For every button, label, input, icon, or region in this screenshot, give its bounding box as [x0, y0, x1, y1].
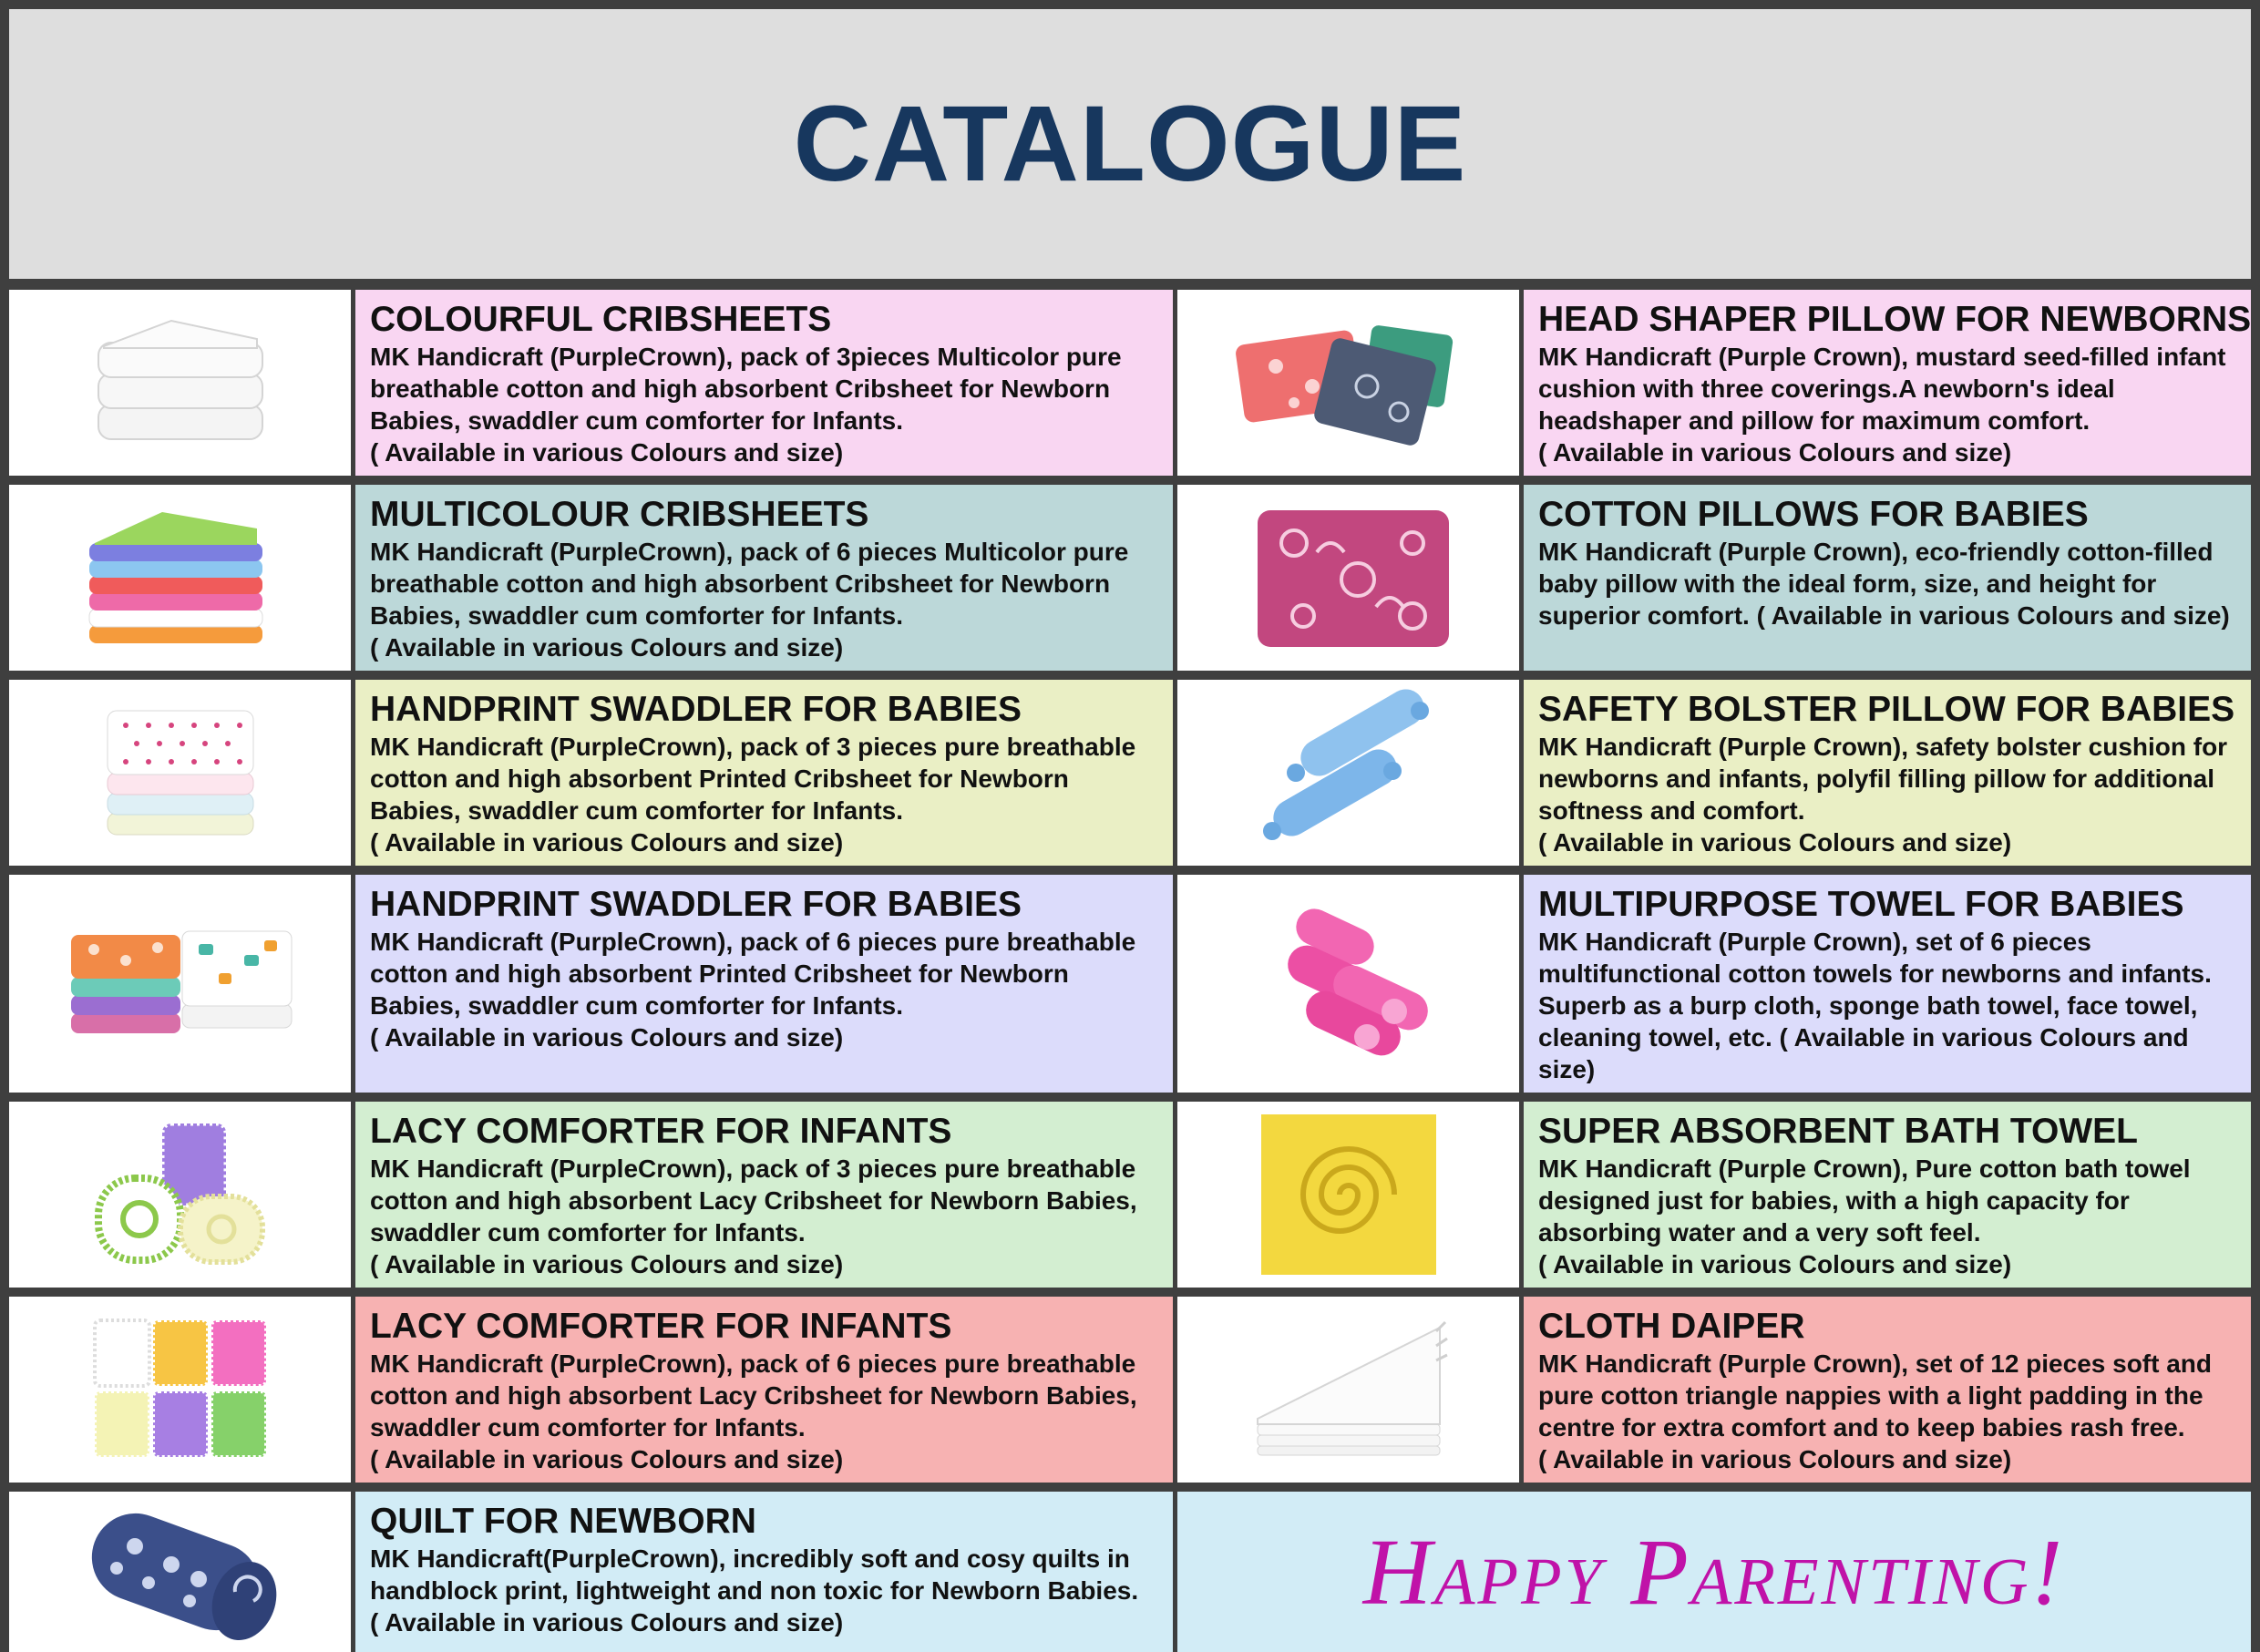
product-description: MK Handicraft (PurpleCrown), pack of 3 pieces pure breathable cotton and high absorbent Lacy Cribsheet for Newborn Babies, swaddler cum comforter for Infants. [370, 1154, 1137, 1247]
product-title: COLOURFUL CRIBSHEETS [370, 300, 832, 339]
product-availability: ( Available in various Colours and size) [370, 633, 844, 662]
happy-parenting-slogan: Happy Parenting! [1362, 1519, 2066, 1625]
product-card [1524, 1102, 2251, 1288]
product-image [9, 875, 351, 1093]
product-description: MK Handicraft (Purple Crown), mustard seed-filled infant cushion with three coverings.A newborn's ideal headshaper and pillow for maximum comfort. [1538, 343, 2226, 435]
rolled-pink-towels-icon [1230, 904, 1467, 1064]
product-card [355, 1297, 1173, 1483]
product-card [355, 1102, 1173, 1288]
product-card [1524, 680, 2251, 866]
product-description: MK Handicraft (PurpleCrown), pack of 6 pieces Multicolor pure breathable cotton and high absorbent Cribsheet for Newborn Babies, swaddler cum comforter for Infants. [370, 538, 1129, 630]
product-title: LACY COMFORTER FOR INFANTS [370, 1307, 952, 1346]
product-description: MK Handicraft (PurpleCrown), pack of 3pieces Multicolor pure breathable cotton and high absorbent Cribsheet for Newborn Babies, swaddler cum comforter for Infants. [370, 343, 1122, 435]
product-description: MK Handicraft (Purple Crown), eco-friendly cotton-filled baby pillow with the ideal form, size, and height for superior comfort. ( Available in various Colours and size) [1538, 538, 2230, 630]
product-description: MK Handicraft (Purple Crown), set of 6 pieces multifunctional cotton towels for newborns and infants. Superb as a burp cloth, sponge bath towel, face towel, cleaning towel, etc. ( Available in various Colours and size) [1538, 928, 2212, 1083]
product-availability: ( Available in various Colours and size) [370, 1250, 844, 1278]
product-card [1524, 485, 2251, 671]
product-availability: ( Available in various Colours and size) [1538, 438, 2012, 467]
folded-white-sheets-icon [62, 303, 299, 463]
product-availability: ( Available in various Colours and size) [370, 1608, 844, 1637]
white-cloth-diapers-icon [1230, 1309, 1467, 1470]
product-card [1524, 290, 2251, 476]
product-description: MK Handicraft(PurpleCrown), incredibly soft and cosy quilts in handblock print, lightweight and non toxic for Newborn Babies. [370, 1544, 1139, 1605]
product-image [1177, 1297, 1519, 1483]
printed-pillows-icon [1230, 303, 1467, 463]
blue-bolster-pillows-icon [1230, 693, 1467, 853]
product-title: MULTICOLOUR CRIBSHEETS [370, 495, 869, 534]
lacy-rolled-comforters-icon [62, 1114, 299, 1275]
dotted-swaddler-stack-icon [62, 693, 299, 853]
product-image [1177, 680, 1519, 866]
product-card [1524, 1297, 2251, 1483]
product-image [9, 1297, 351, 1483]
product-availability: ( Available in various Colours and size) [1538, 1250, 2012, 1278]
product-title: HANDPRINT SWADDLER FOR BABIES [370, 885, 1022, 924]
product-title: HANDPRINT SWADDLER FOR BABIES [370, 690, 1022, 729]
product-title: LACY COMFORTER FOR INFANTS [370, 1112, 952, 1151]
product-card [1524, 875, 2251, 1093]
product-availability: ( Available in various Colours and size) [1538, 1445, 2012, 1473]
product-availability: ( Available in various Colours and size) [1538, 828, 2012, 857]
product-image [9, 485, 351, 671]
slogan-banner [1177, 1492, 2251, 1652]
product-title: COTTON PILLOWS FOR BABIES [1538, 495, 2089, 534]
product-image [1177, 290, 1519, 476]
product-card [355, 485, 1173, 671]
product-availability: ( Available in various Colours and size) [370, 1023, 844, 1052]
product-availability: ( Available in various Colours and size) [370, 438, 844, 467]
catalogue-header [9, 9, 2251, 279]
product-title: QUILT FOR NEWBORN [370, 1502, 756, 1541]
product-card [355, 875, 1173, 1093]
lacy-comforter-grid-icon [62, 1309, 299, 1470]
product-image [9, 680, 351, 866]
product-title: CLOTH DAIPER [1538, 1307, 1805, 1346]
product-image [1177, 485, 1519, 671]
product-title: MULTIPURPOSE TOWEL FOR BABIES [1538, 885, 2184, 924]
product-description: MK Handicraft (PurpleCrown), pack of 3 pieces pure breathable cotton and high absorbent Printed Cribsheet for Newborn Babies, swaddler cum comforter for Infants. [370, 733, 1136, 825]
product-description: MK Handicraft (Purple Crown), Pure cotton bath towel designed just for babies, with a high capacity for absorbing water and a very soft feel. [1538, 1154, 2191, 1247]
product-image [9, 290, 351, 476]
product-card [355, 680, 1173, 866]
product-description: MK Handicraft (PurpleCrown), pack of 6 pieces pure breathable cotton and high absorbent Lacy Cribsheet for Newborn Babies, swaddler cum comforter for Infants. [370, 1349, 1137, 1442]
product-description: MK Handicraft (Purple Crown), safety bolster cushion for newborns and infants, polyfil filling pillow for additional softness and comfort. [1538, 733, 2228, 825]
product-image [9, 1492, 351, 1652]
product-grid [9, 290, 2252, 1637]
product-title: SAFETY BOLSTER PILLOW FOR BABIES [1538, 690, 2235, 729]
product-image [9, 1102, 351, 1288]
yellow-bath-towel-icon [1230, 1114, 1467, 1275]
page-title: CATALOGUE [793, 84, 1467, 204]
product-description: MK Handicraft (Purple Crown), set of 12 pieces soft and pure cotton triangle nappies with a light padding in the centre for extra comfort and to keep babies rash free. [1538, 1349, 2213, 1442]
product-image [1177, 1102, 1519, 1288]
pink-print-pillow-icon [1230, 498, 1467, 658]
product-title: HEAD SHAPER PILLOW FOR NEWBORNS [1538, 300, 2252, 339]
product-availability: ( Available in various Colours and size) [370, 1445, 844, 1473]
product-card [355, 1492, 1173, 1652]
product-availability: ( Available in various Colours and size) [370, 828, 844, 857]
product-title: SUPER ABSORBENT BATH TOWEL [1538, 1112, 2138, 1151]
printed-swaddler-piles-icon [62, 904, 299, 1064]
product-image [1177, 875, 1519, 1093]
colour-sheet-stack-icon [62, 498, 299, 658]
rolled-blue-quilt-icon [62, 1492, 299, 1652]
product-description: MK Handicraft (PurpleCrown), pack of 6 pieces pure breathable cotton and high absorbent Printed Cribsheet for Newborn Babies, swaddler cum comforter for Infants. [370, 928, 1136, 1020]
product-card [355, 290, 1173, 476]
